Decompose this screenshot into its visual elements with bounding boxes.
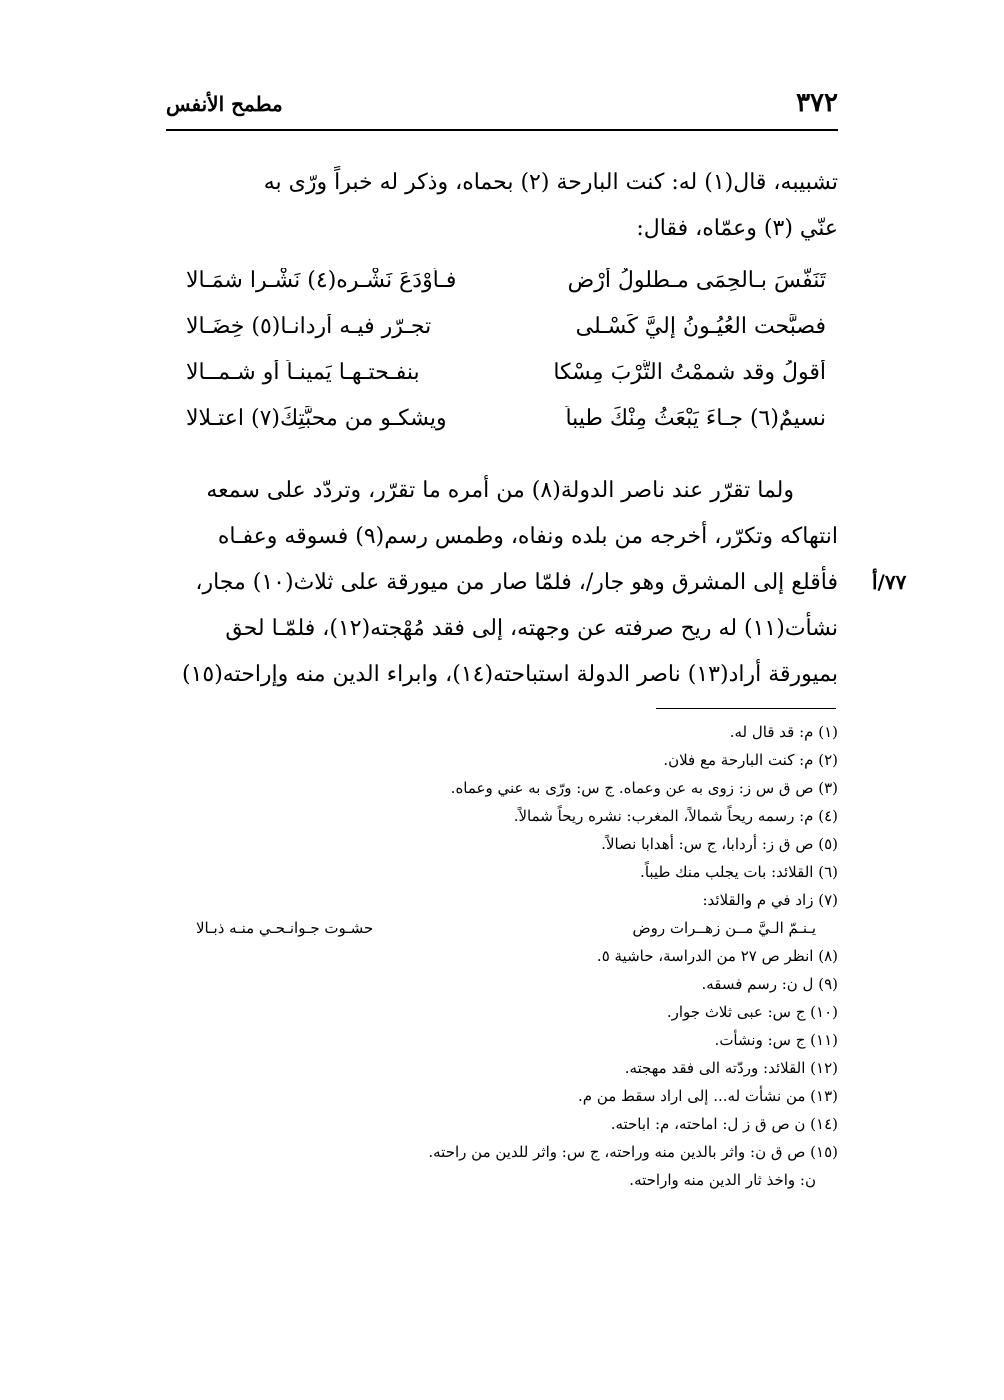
- manuscript-folio-marker: ٧٧/أ: [872, 570, 907, 594]
- footnote-separator: [656, 708, 836, 709]
- verse-first-hemistich: فصبَّحت العُيُـونُ إليَّ كَسْـلى: [575, 314, 826, 339]
- text-line: فأقلع إلى المشرق وهو جار/، فلمّا صار من ميورقة على ثلاث(١٠) مجار،: [195, 570, 838, 595]
- text-line: انتهاكه وتكرّر، أخرجه من بلده ونفاه، وطمس رسم(٩) فسوقه وعفـاه: [217, 524, 838, 549]
- footnote: (٥) ص ق ز: أردابا، ج س: أهدابا نصالاً.: [601, 835, 838, 853]
- footnote-verse: [166, 914, 838, 942]
- text-line: تشبيبه، قال(١) له: كنت البارحة (٢) بحماه، وذكر له خبراً ورّى به: [263, 170, 838, 195]
- footnote: (١٣) من نشأت له... إلى اراد سقط من م.: [578, 1087, 838, 1105]
- footnote: (٣) ص ق س ز: زوى به عن وعماه. ج س: ورّى به عني وعماه.: [450, 779, 838, 797]
- footnote: (١٥) ص ق ن: واثر بالدين منه وراحته، ج س: واثر للدين من راحته.: [428, 1143, 838, 1161]
- footnote: (٢) م: كنت البارحة مع فلان.: [663, 751, 838, 769]
- verse-first-hemistich: نسيمٌ(٦) جـاءَ يَبْعَثُ مِنْكَ طيباً: [565, 406, 826, 431]
- footnote: (٩) ل ن: رسم فسقه.: [701, 975, 838, 993]
- page-number: ٣٧٢: [796, 88, 838, 118]
- verse-line: [186, 268, 826, 314]
- verse-second-hemistich: تجـرّر فيـه أردانـا(٥) خِضَـالا: [186, 314, 432, 339]
- verse-second-hemistich: فـأَوْدَعَ نَشْـره(٤) نَشْـرا شمَـالا: [186, 268, 457, 293]
- footnote-verse-second-hemistich: حشـوت جـوانـحـي منـه ذبـالا: [196, 919, 374, 937]
- verse-first-hemistich: أقولُ وقد شممْتُ التُّرْبَ مِسْكا: [553, 360, 826, 385]
- verse-second-hemistich: بنفـحتـهـا يَمينـاً أو شـمــالا: [186, 360, 420, 385]
- footnote-verse-first-hemistich: يـنـمّ الـيَّ مــن زهــرات روض: [632, 919, 816, 937]
- footnote: (١٠) ج س: عبى ثلاث جوار.: [666, 1003, 838, 1021]
- text-line: نشأت(١١) له ريح صرفته عن وجهته، إلى فقد مُهْجته(١٢)، فلمّـا لحق: [225, 616, 838, 641]
- footnote: (١٢) القلائد: وردّته الى فقد مهجته.: [624, 1059, 838, 1077]
- verse-second-hemistich: ويشكـو من محبَّتِكَ(٧) اعتـلالا: [186, 406, 447, 431]
- verse-line: [186, 314, 826, 360]
- page-header: [166, 86, 838, 126]
- header-rule: [166, 129, 838, 131]
- intro-paragraph: [166, 160, 838, 252]
- running-title: مطمح الأنفس: [166, 92, 283, 116]
- verse-line: [186, 406, 826, 452]
- footnote: (١١) ج س: ونشأت.: [714, 1031, 838, 1049]
- footnotes: [166, 718, 838, 1194]
- prose-paragraph: [166, 468, 838, 698]
- footnote: (٨) انظر ص ٢٧ من الدراسة، حاشية ٥.: [596, 947, 838, 965]
- text-line: عنّي (٣) وعمّاه، فقال:: [636, 216, 838, 241]
- footnote: (٤) م: رسمه ريحاً شمالاً، المغرب: نشره ريحاً شمالاً.: [513, 807, 838, 825]
- text-line: ولما تقرّر عند ناصر الدولة(٨) من أمره ما تقرّر، وتردّد على سمعه: [206, 478, 794, 503]
- text-line: بميورقة أراد(١٣) ناصر الدولة استباحته(١٤)، وابراء الدين منه وإراحته(١٥): [181, 662, 838, 687]
- verse-line: [186, 360, 826, 406]
- verse-first-hemistich: تَنَفَّسَ بـالحِمَى مـطلولُ أَرْضٍ: [567, 268, 826, 293]
- footnote: (١٤) ن ص ق ز ل: اماحته، م: اباحته.: [610, 1115, 838, 1133]
- footnote: (٧) زاد في م والقلائد:: [702, 891, 838, 909]
- footnote: (١) م: قد قال له.: [729, 723, 838, 741]
- poem-verses: [186, 268, 826, 452]
- footnote-continuation: ن: واخذ ثار الدين منه واراحته.: [629, 1171, 816, 1189]
- footnote: (٦) القلائد: بات يجلب منك طيباً.: [640, 863, 838, 881]
